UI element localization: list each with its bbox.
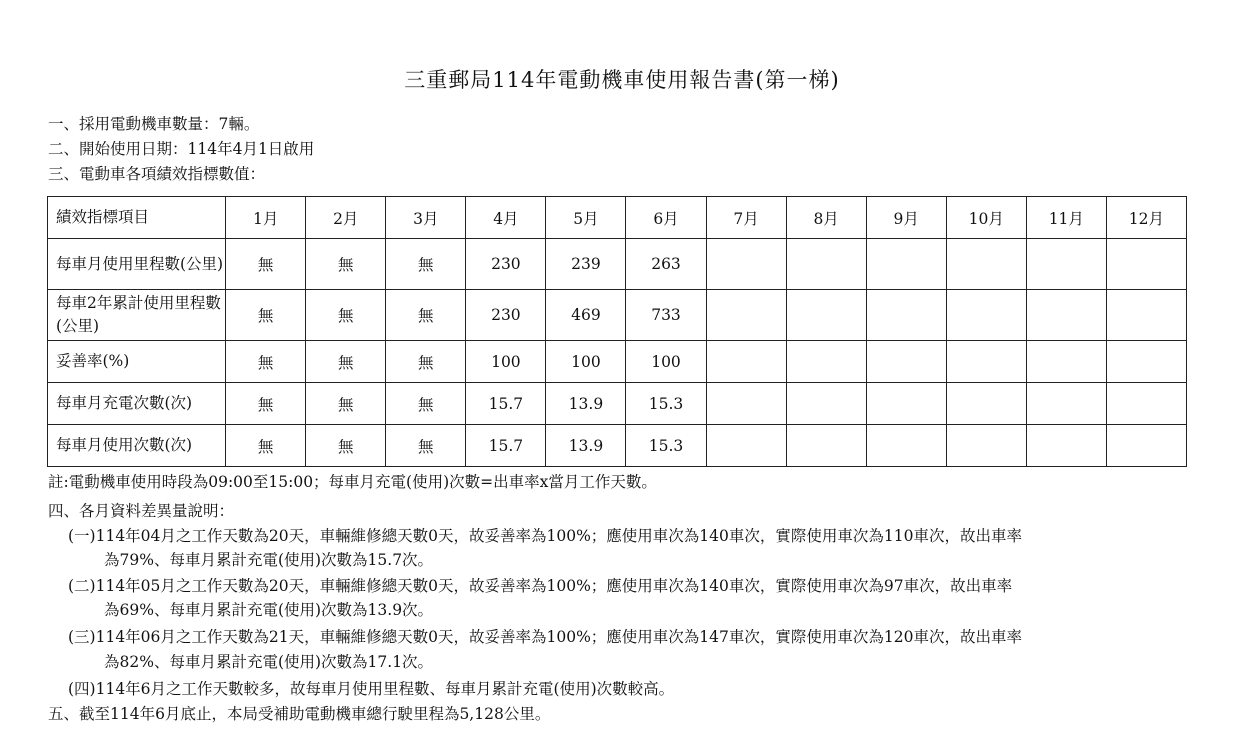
header-cell: 9月 — [866, 197, 946, 239]
table-header-row — [48, 197, 1187, 239]
table-row — [48, 341, 1187, 383]
table-cell: 無 — [306, 383, 386, 425]
item-vehicle-count: 一、採用電動機車數量：7輛。 — [48, 115, 260, 133]
table-footnote: 註:電動機車使用時段為09:00至15:00；每車月充電(使用)次數=出車率x當月工作天數。 — [48, 473, 657, 491]
row-label: 妥善率(%) — [48, 341, 226, 383]
table-cell: 無 — [306, 290, 386, 341]
header-cell: 12月 — [1106, 197, 1186, 239]
table-cell — [946, 239, 1026, 290]
explanation-summary: (四)114年6月之工作天數較多，故每車月使用里程數、每車月累計充電(使用)次數較高。 — [68, 680, 675, 698]
header-cell: 10月 — [946, 197, 1026, 239]
explanation-may: (二)114年05月之工作天數為20天，車輛維修總天數0天，故妥善率為100%；應使用車次為140車次，實際使用車次為97車次，故出車率 — [68, 577, 1013, 595]
table-cell: 無 — [226, 290, 306, 341]
header-cell: 3月 — [386, 197, 466, 239]
table-cell — [706, 425, 786, 467]
table-cell — [706, 290, 786, 341]
total-mileage-line: 五、截至114年6月底止，本局受補助電動機車總行駛里程為5,128公里。 — [48, 705, 551, 723]
table-row — [48, 239, 1187, 290]
table-cell: 469 — [546, 290, 626, 341]
table-cell — [786, 383, 866, 425]
header-cell: 11月 — [1026, 197, 1106, 239]
explanation-june-cont: 為82%、每車月累計充電(使用)次數為17.1次。 — [104, 653, 434, 671]
table-cell: 263 — [626, 239, 706, 290]
table-cell: 無 — [386, 341, 466, 383]
table-cell — [946, 425, 1026, 467]
table-cell — [1026, 239, 1106, 290]
table-cell: 15.3 — [626, 383, 706, 425]
row-label: 每車2年累計使用里程數(公里) — [48, 290, 226, 341]
table-cell: 13.9 — [546, 425, 626, 467]
explanation-april-cont: 為79%、每車月累計充電(使用)次數為15.7次。 — [104, 551, 434, 569]
row-label: 每車月使用里程數(公里) — [48, 239, 226, 290]
table-cell: 無 — [226, 383, 306, 425]
table-cell — [706, 239, 786, 290]
table-cell — [866, 341, 946, 383]
header-cell: 1月 — [226, 197, 306, 239]
table-cell: 13.9 — [546, 383, 626, 425]
item-indicators-heading: 三、電動車各項績效指標數值： — [48, 165, 266, 183]
item-start-date: 二、開始使用日期：114年4月1日啟用 — [48, 140, 315, 158]
table-row — [48, 290, 1187, 341]
table-cell — [706, 341, 786, 383]
header-cell: 7月 — [706, 197, 786, 239]
table-cell: 733 — [626, 290, 706, 341]
row-label: 每車月充電次數(次) — [48, 383, 226, 425]
table-cell — [866, 383, 946, 425]
table-cell: 無 — [226, 239, 306, 290]
table-cell: 15.7 — [466, 383, 546, 425]
table-cell: 無 — [386, 383, 466, 425]
table-cell — [1106, 239, 1186, 290]
table-cell — [946, 290, 1026, 341]
explanation-june: (三)114年06月之工作天數為21天，車輛維修總天數0天，故妥善率為100%；應使用車次為147車次，實際使用車次為120車次，故出車率 — [68, 628, 1022, 646]
header-cell: 2月 — [306, 197, 386, 239]
table-cell — [786, 341, 866, 383]
table-cell — [1026, 425, 1106, 467]
table-cell — [786, 239, 866, 290]
table-cell — [1106, 383, 1186, 425]
table-cell: 無 — [226, 425, 306, 467]
table-cell: 無 — [386, 239, 466, 290]
row-label: 每車月使用次數(次) — [48, 425, 226, 467]
performance-table — [47, 196, 1187, 467]
table-cell — [1026, 383, 1106, 425]
table-cell — [1106, 290, 1186, 341]
table-cell: 無 — [386, 290, 466, 341]
table-cell — [866, 425, 946, 467]
table-cell: 100 — [546, 341, 626, 383]
table-cell — [866, 290, 946, 341]
table-cell — [706, 383, 786, 425]
table-cell — [866, 239, 946, 290]
table-cell — [946, 341, 1026, 383]
table-cell: 230 — [466, 290, 546, 341]
table-cell — [1106, 425, 1186, 467]
explanation-may-cont: 為69%、每車月累計充電(使用)次數為13.9次。 — [104, 601, 434, 619]
table-cell — [1106, 341, 1186, 383]
table-cell: 無 — [386, 425, 466, 467]
table-cell: 239 — [546, 239, 626, 290]
table-cell: 15.7 — [466, 425, 546, 467]
page-title: 三重郵局114年電動機車使用報告書(第一梯) — [404, 68, 840, 92]
header-cell: 6月 — [626, 197, 706, 239]
table-cell — [786, 290, 866, 341]
table-cell — [1026, 341, 1106, 383]
header-cell: 5月 — [546, 197, 626, 239]
table-cell — [1026, 290, 1106, 341]
table-cell: 無 — [306, 239, 386, 290]
table-cell: 100 — [466, 341, 546, 383]
table-cell: 無 — [306, 425, 386, 467]
table-cell: 無 — [226, 341, 306, 383]
header-cell: 4月 — [466, 197, 546, 239]
table-cell: 無 — [306, 341, 386, 383]
header-cell: 績效指標項目 — [48, 197, 226, 239]
differences-heading: 四、各月資料差異量說明： — [48, 502, 235, 520]
table-cell: 100 — [626, 341, 706, 383]
table-cell — [786, 425, 866, 467]
table-cell: 230 — [466, 239, 546, 290]
table-cell: 15.3 — [626, 425, 706, 467]
explanation-april: (一)114年04月之工作天數為20天，車輛維修總天數0天，故妥善率為100%；應使用車次為140車次，實際使用車次為110車次，故出車率 — [68, 527, 1022, 545]
header-cell: 8月 — [786, 197, 866, 239]
table-row — [48, 383, 1187, 425]
table-row — [48, 425, 1187, 467]
table-cell — [946, 383, 1026, 425]
